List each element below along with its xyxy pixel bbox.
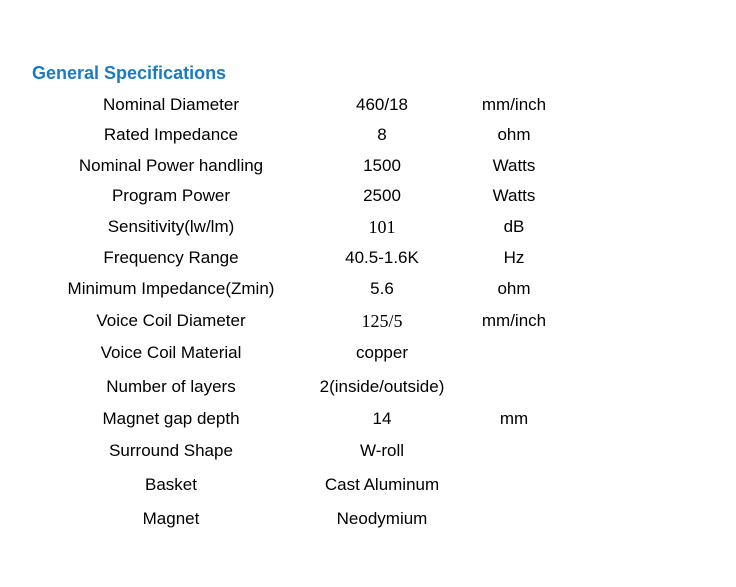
spec-row-magnet [0,506,736,532]
spec-row-nominal-power [0,153,736,179]
spec-unit: Watts [492,186,536,205]
spec-unit: Watts [492,156,536,175]
spec-name: Minimum Impedance(Zmin) [67,279,275,298]
spec-name: Sensitivity(lw/lm) [107,217,235,236]
spec-name: Magnet gap depth [102,409,240,428]
spec-row-basket [0,472,736,498]
section-title: General Specifications [32,63,227,83]
spec-value: 2500 [363,186,401,205]
spec-unit: mm/inch [481,95,547,114]
spec-row-voice-coil-material [0,340,736,366]
spec-name: Program Power [111,186,231,205]
spec-value: 1500 [363,156,401,175]
spec-value: 8 [377,125,387,144]
spec-name: Voice Coil Diameter [96,311,246,330]
spec-unit: ohm [497,125,531,144]
spec-row-program-power [0,183,736,209]
spec-value: W-roll [359,441,405,460]
spec-name: Number of layers [106,377,236,396]
spec-row-nominal-diameter [0,92,736,118]
spec-unit: mm/inch [481,311,547,330]
spec-name: Nominal Diameter [102,95,240,114]
spec-name: Magnet [142,509,200,528]
spec-name: Rated Impedance [103,125,239,144]
spec-value: 460/18 [356,95,408,114]
spec-value: Neodymium [336,509,428,528]
spec-value: 125/5 [361,311,403,331]
spec-name: Basket [145,475,197,494]
spec-row-surround-shape [0,438,736,464]
spec-row-voice-coil-diameter [0,308,736,334]
spec-unit: ohm [497,279,531,298]
spec-name: Nominal Power handling [78,156,264,175]
spec-row-rated-impedance [0,122,736,148]
spec-value: 40.5-1.6K [345,248,419,267]
spec-value: Cast Aluminum [324,475,440,494]
spec-row-magnet-gap-depth [0,406,736,432]
spec-row-minimum-impedance [0,276,736,302]
spec-unit: mm [499,409,529,428]
spec-name: Frequency Range [103,248,239,267]
spec-unit: Hz [503,248,525,267]
spec-name: Surround Shape [109,441,233,460]
spec-name: Voice Coil Material [100,343,242,362]
spec-value: copper [356,343,408,362]
spec-value: 14 [372,409,392,428]
spec-unit: dB [503,217,525,236]
spec-row-sensitivity [0,214,736,240]
spec-row-number-of-layers [0,374,736,400]
spec-value: 5.6 [370,279,394,298]
spec-value: 101 [368,217,396,237]
spec-row-frequency-range [0,245,736,271]
spec-value: 2(inside/outside) [319,377,445,396]
